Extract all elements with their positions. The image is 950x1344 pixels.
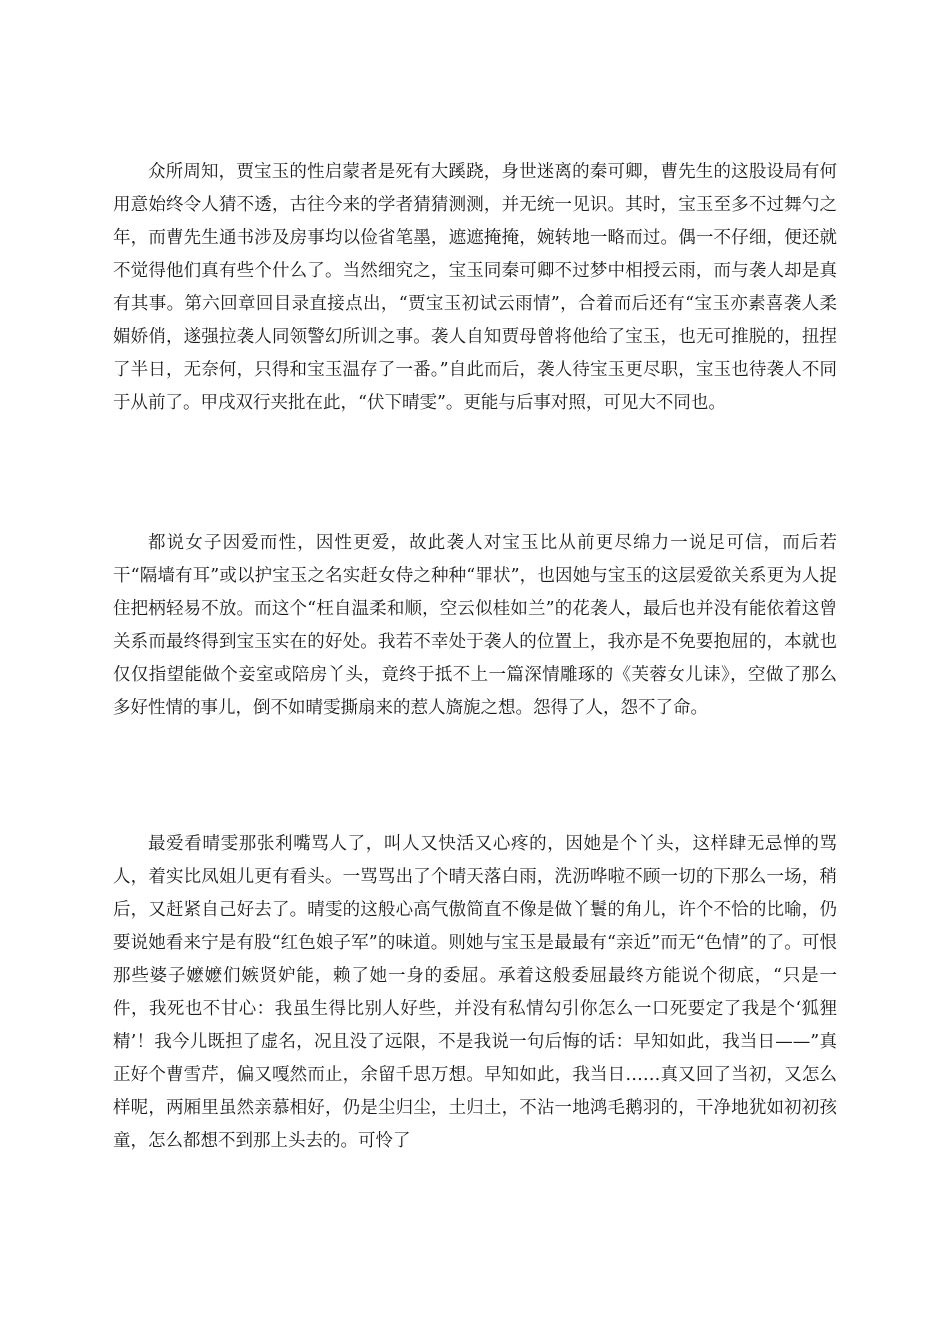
paragraph-3: 最爱看晴雯那张利嘴骂人了，叫人又快活又心疼的，因她是个丫头，这样肆无忌惮的骂人，着实比凤姐儿更有看头。一骂骂出了个晴天落白雨，洗沥哗啦不顾一切的下那么一场，稍后，又赶紧自己好去了。晴雯的这般心高气傲简直不像是做丫鬟的角儿，许个不恰的比喻，仍要说她看来宁是有股“红色娘子军”的味道。则她与宝玉是最最有“亲近”而无“色情”的了。可恨那些婆子嬷嬷们嫉贤妒能，赖了她一身的委屈。承着这般委屈最终方能说个彻底，“只是一件，我死也不甘心：我虽生得比别人好些，并没有私情勾引你怎么一口死要定了我是个‘狐狸精’！我今儿既担了虚名，况且没了远限，不是我说一句后悔的话：早知如此，我当日——”真正好个曹雪芹，偏又嘎然而止，余留千思万想。早知如此，我当日……真又回了当初，又怎么样呢，两厢里虽然亲慕相好，仍是尘归尘，土归土，不沾一地鸿毛鹅羽的，干净地犹如初初孩童，怎么都想不到那上头去的。可怜了 [113,834,837,1151]
paragraph-2: 都说女子因爱而性，因性更爱，故此袭人对宝玉比从前更尽绵力一说足可信，而后若干“隔墙有耳”或以护宝玉之名实赶女侍之种种“罪状”，也因她与宝玉的这层爱欲关系更为人捉住把柄轻易不放。而这个“枉自温柔和顺，空云似桂如兰”的花袭人，最后也并没有能依着这曾关系而最终得到宝玉实在的好处。我若不幸处于袭人的位置上，我亦是不免要抱屈的，本就也仅仅指望能做个妾室或陪房丫头，竟终于抵不上一篇深情雕琢的《芙蓉女儿诔》，空做了那么多好性情的事儿，倒不如晴雯撕扇来的惹人旖旎之想。怨得了人，怨不了命。 [113,533,837,718]
paragraph-1: 众所周知，贾宝玉的性启蒙者是死有大蹊跷，身世迷离的秦可卿，曹先生的这股设局有何用意始终令人猜不透，古往今来的学者猜猜测测，并无统一见识。其时，宝玉至多不过舞勺之年，而曹先生通书涉及房事均以俭省笔墨，遮遮掩掩，婉转地一略而过。偶一不仔细，便还就不觉得他们真有些个什么了。当然细究之，宝玉同秦可卿不过梦中相授云雨，而与袭人却是真有其事。第六回章回目录直接点出，“贾宝玉初试云雨情”，合着而后还有“宝玉亦素喜袭人柔媚娇俏，遂强拉袭人同领警幻所训之事。袭人自知贾母曾将他给了宝玉，也无可推脱的，扭捏了半日，无奈何，只得和宝玉温存了一番。”自此而后，袭人待宝玉更尽职，宝玉也待袭人不同于从前了。甲戌双行夹批在此，“伏下晴雯”。更能与后事对照，可见大不同也。 [113,162,837,413]
